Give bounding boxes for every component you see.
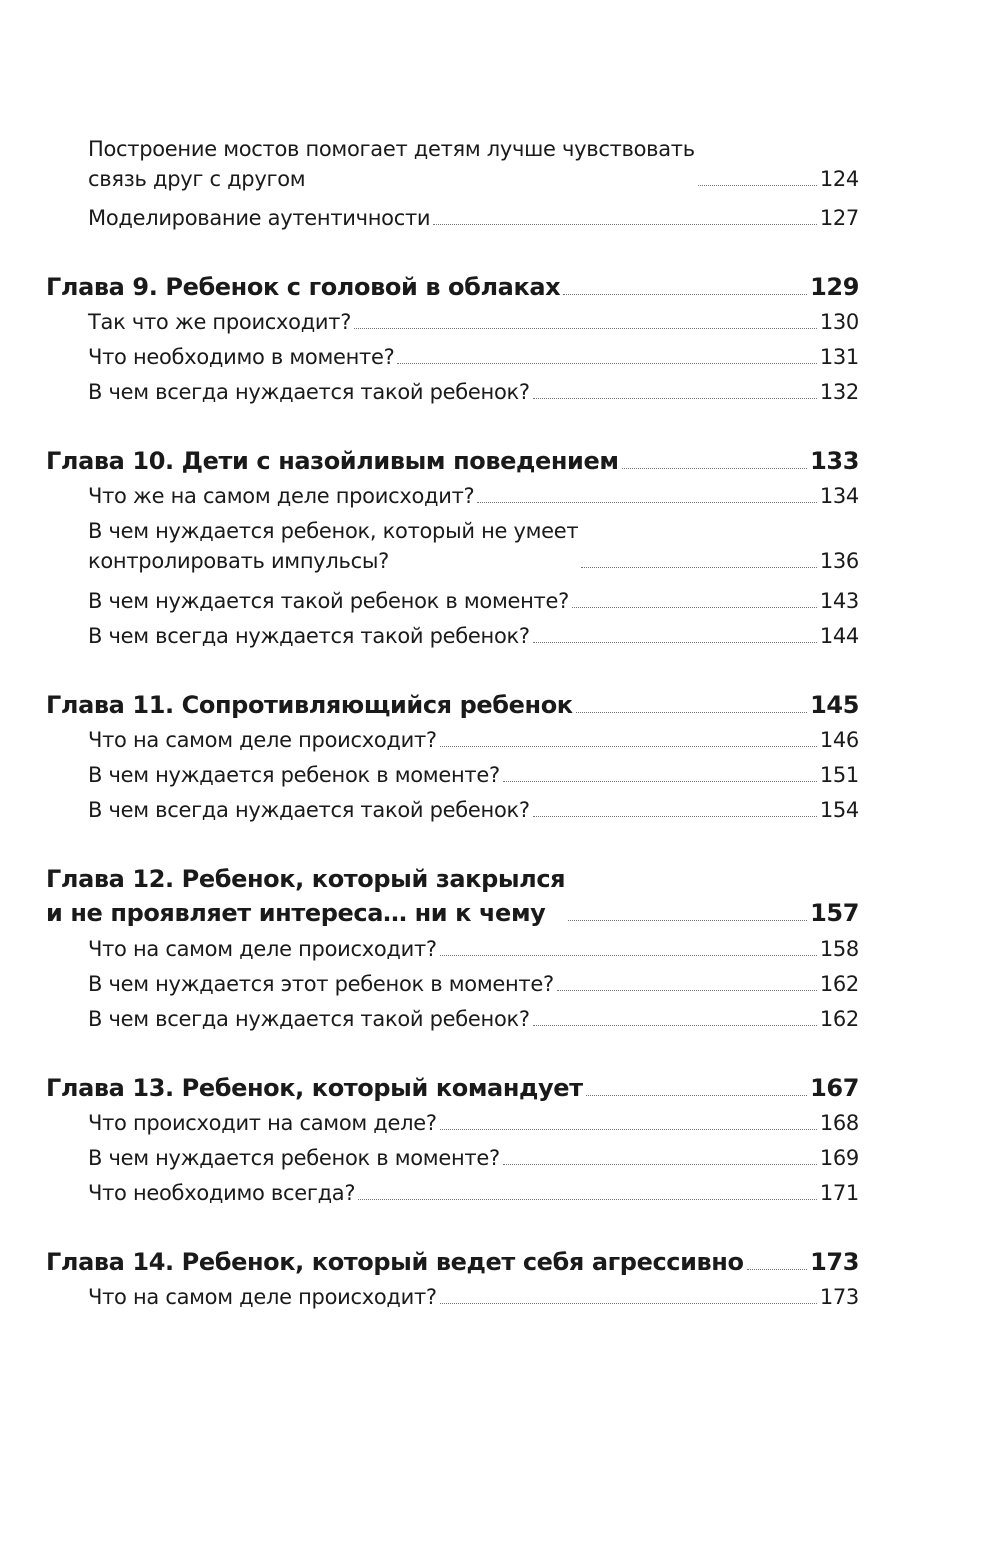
dot-leader	[440, 1129, 817, 1130]
toc-chapter[interactable]	[46, 688, 859, 722]
toc-entry-page: 131	[819, 345, 859, 369]
dot-leader	[581, 567, 816, 568]
toc-entry[interactable]	[88, 1282, 859, 1312]
toc-entry-page: 132	[819, 380, 859, 404]
toc-entry-title: В чем нуждается ребенок, который не умеет контролировать импульсы?	[88, 519, 579, 573]
dot-leader	[563, 294, 807, 295]
toc-chapter-page: 145	[810, 691, 859, 719]
toc-entry-page: 171	[819, 1181, 859, 1205]
toc-entry-title: Построение мостов помогает детям лучше чувствовать связь друг с другом	[88, 137, 695, 191]
toc-entry[interactable]	[88, 481, 859, 511]
toc-entry[interactable]	[88, 516, 859, 576]
toc-entry-page: 136	[819, 549, 859, 573]
toc-entry-page: 162	[819, 972, 859, 996]
toc-chapter-page: 167	[810, 1074, 859, 1102]
dot-leader	[557, 990, 817, 991]
dot-leader	[533, 398, 817, 399]
toc-entry-page: 124	[819, 167, 859, 191]
toc-chapter-title: Глава 9. Ребенок с головой в облаках	[46, 273, 561, 301]
toc-entry-title: Что на самом деле происходит?	[88, 937, 437, 961]
toc-entry[interactable]	[88, 795, 859, 825]
toc-entry-title: Что необходимо в моменте?	[88, 345, 395, 369]
dot-leader	[533, 642, 817, 643]
toc-chapter-page: 157	[810, 899, 859, 927]
toc-entry[interactable]	[88, 342, 859, 372]
toc-entry[interactable]	[88, 1004, 859, 1034]
toc-entry-title: В чем нуждается ребенок в моменте?	[88, 763, 500, 787]
dot-leader	[586, 1095, 807, 1096]
dot-leader	[747, 1269, 808, 1270]
dot-leader	[440, 955, 817, 956]
dot-leader	[622, 468, 808, 469]
dot-leader	[397, 363, 816, 364]
dot-leader	[568, 920, 807, 921]
toc-entry[interactable]	[88, 1143, 859, 1173]
toc-chapter-page: 129	[810, 273, 859, 301]
toc-chapter[interactable]	[46, 862, 859, 930]
toc-chapter-title: Глава 14. Ребенок, который ведет себя агрессивно	[46, 1248, 744, 1276]
toc-entry[interactable]	[88, 934, 859, 964]
dot-leader	[503, 1164, 817, 1165]
dot-leader	[698, 185, 817, 186]
dot-leader	[576, 712, 807, 713]
toc-entry-page: 169	[819, 1146, 859, 1170]
toc-entry-page: 154	[819, 798, 859, 822]
toc-entry[interactable]	[88, 1108, 859, 1138]
toc-entry-page: 143	[819, 589, 859, 613]
dot-leader	[477, 502, 816, 503]
toc-chapter-page: 133	[810, 447, 859, 475]
toc-entry-title: Что происходит на самом деле?	[88, 1111, 437, 1135]
toc-chapter-title: Глава 12. Ребенок, который закрылся и не проявляет интереса… ни к чему	[46, 865, 566, 927]
toc-entry-title: В чем всегда нуждается такой ребенок?	[88, 380, 530, 404]
toc-entry-page: 127	[819, 206, 859, 230]
toc-entry-page: 173	[819, 1285, 859, 1309]
toc-entry[interactable]	[88, 586, 859, 616]
toc-entry-title: В чем всегда нуждается такой ребенок?	[88, 624, 530, 648]
toc-entry-page: 134	[819, 484, 859, 508]
toc-entry-title: Так что же происходит?	[88, 310, 352, 334]
toc-entry-title: Что на самом деле происходит?	[88, 1285, 437, 1309]
dot-leader	[503, 781, 817, 782]
toc-entry[interactable]	[88, 307, 859, 337]
toc-chapter-title: Глава 11. Сопротивляющийся ребенок	[46, 691, 573, 719]
toc-entry-title: Что необходимо всегда?	[88, 1181, 356, 1205]
toc-chapter-page: 173	[810, 1248, 859, 1276]
toc-entry[interactable]	[88, 760, 859, 790]
toc-entry[interactable]	[88, 1178, 859, 1208]
dot-leader	[358, 1199, 817, 1200]
toc-entry-page: 151	[819, 763, 859, 787]
dot-leader	[354, 328, 817, 329]
toc-entry-title: Моделирование аутентичности	[88, 206, 431, 230]
dot-leader	[572, 607, 817, 608]
dot-leader	[533, 816, 817, 817]
toc-entry-title: В чем нуждается такой ребенок в моменте?	[88, 589, 569, 613]
toc-entry[interactable]	[88, 377, 859, 407]
toc-entry-page: 158	[819, 937, 859, 961]
toc-entry-page: 146	[819, 728, 859, 752]
toc-entry-page: 144	[819, 624, 859, 648]
toc-chapter[interactable]	[46, 270, 859, 304]
toc-entry-title: Что же на самом деле происходит?	[88, 484, 475, 508]
toc-entry[interactable]	[88, 969, 859, 999]
toc-entry-page: 168	[819, 1111, 859, 1135]
toc-entry[interactable]	[88, 725, 859, 755]
toc-chapter[interactable]	[46, 1071, 859, 1105]
toc-entry-page: 130	[819, 310, 859, 334]
dot-leader	[440, 746, 817, 747]
dot-leader	[440, 1303, 817, 1304]
toc-entry[interactable]	[88, 203, 859, 233]
toc-chapter[interactable]	[46, 1245, 859, 1279]
toc-chapter[interactable]	[46, 444, 859, 478]
toc-entry-title: В чем нуждается этот ребенок в моменте?	[88, 972, 554, 996]
dot-leader	[433, 224, 817, 225]
toc-chapter-title: Глава 13. Ребенок, который командует	[46, 1074, 583, 1102]
toc-entry-title: В чем всегда нуждается такой ребенок?	[88, 1007, 530, 1031]
dot-leader	[533, 1025, 817, 1026]
toc-entry[interactable]	[88, 134, 859, 194]
toc-entry-title: В чем всегда нуждается такой ребенок?	[88, 798, 530, 822]
toc-entry-title: В чем нуждается ребенок в моменте?	[88, 1146, 500, 1170]
toc-chapter-title: Глава 10. Дети с назойливым поведением	[46, 447, 619, 475]
toc-entry-page: 162	[819, 1007, 859, 1031]
toc-entry[interactable]	[88, 621, 859, 651]
toc-entry-title: Что на самом деле происходит?	[88, 728, 437, 752]
